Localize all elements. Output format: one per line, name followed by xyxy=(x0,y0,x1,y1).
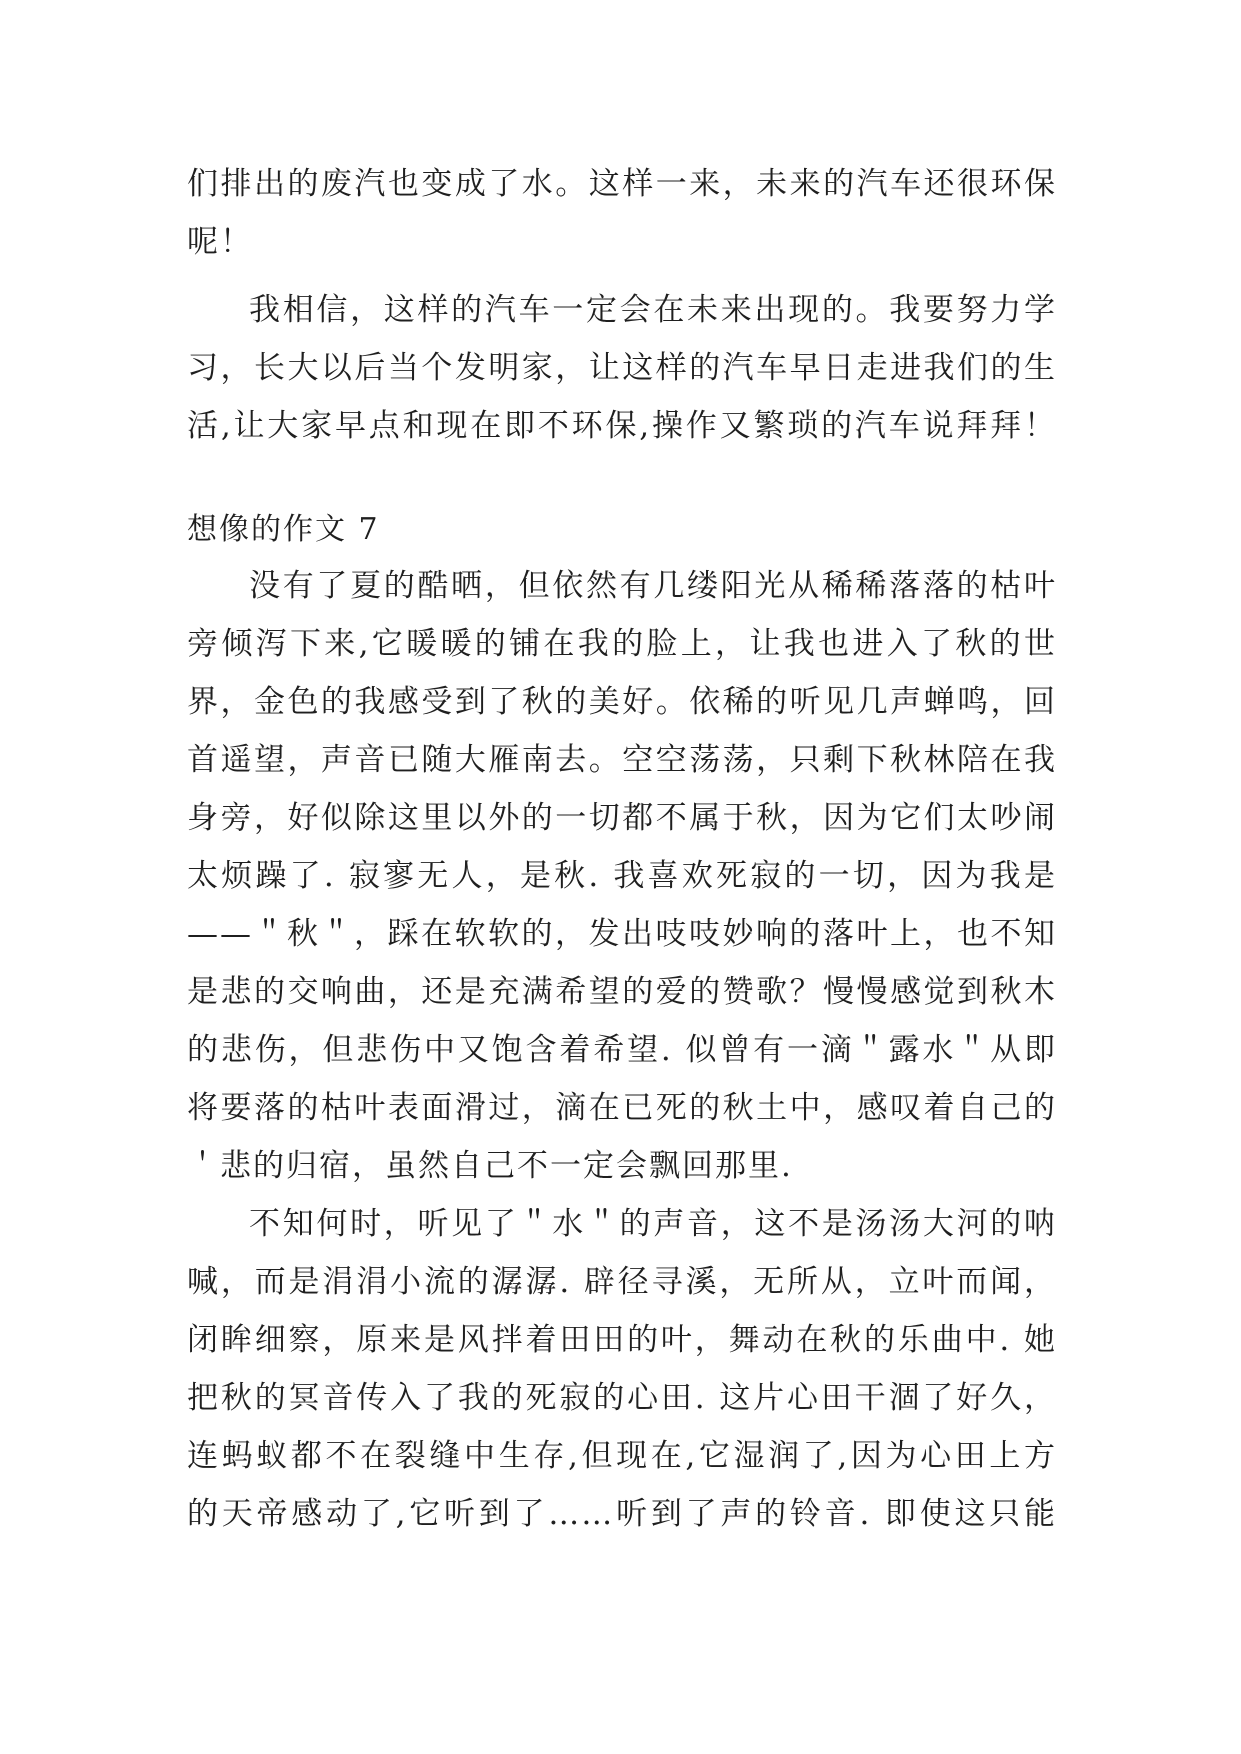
text-line: 喊，而是涓涓小流的潺潺. 辟径寻溪，无所从，立叶而闻， xyxy=(187,1264,1057,1300)
text-line: 将要落的枯叶表面滑过，滴在已死的秋土中，感叹着自己的 xyxy=(187,1090,1057,1126)
text-line: 是悲的交响曲，还是充满希望的爱的赞歌？慢慢感觉到秋木 xyxy=(187,974,1057,1010)
text-line: 首遥望，声音已随大雁南去。空空荡荡，只剩下秋林陪在我 xyxy=(187,742,1057,778)
text-line: 把秋的冥音传入了我的死寂的心田. 这片心田干涸了好久， xyxy=(187,1380,1057,1416)
text-line: 太烦躁了. 寂寥无人，是秋. 我喜欢死寂的一切，因为我是 xyxy=(187,858,1057,894)
text-line: 界，金色的我感受到了秋的美好。依稀的听见几声蝉鸣，回 xyxy=(187,684,1057,720)
text-line: 的天帝感动了,它听到了……听到了声的铃音. 即使这只能 xyxy=(187,1496,1057,1532)
text-line: 不知何时，听见了＂水＂的声音，这不是汤汤大河的呐 xyxy=(249,1206,1057,1242)
text-line: 的悲伤，但悲伤中又饱含着希望. 似曾有一滴＂露水＂从即 xyxy=(187,1032,1057,1068)
paragraph-4 xyxy=(187,1195,1057,1543)
text-line: 我相信，这样的汽车一定会在未来出现的。我要努力学 xyxy=(249,292,1057,328)
text-line: 没有了夏的酷晒，但依然有几缕阳光从稀稀落落的枯叶 xyxy=(249,568,1057,604)
text-line: 连蚂蚁都不在裂缝中生存,但现在,它湿润了,因为心田上方 xyxy=(187,1438,1057,1474)
text-line: 呢！ xyxy=(187,224,253,260)
text-line: 身旁，好似除这里以外的一切都不属于秋，因为它们太吵闹 xyxy=(187,800,1057,836)
text-line: 活,让大家早点和现在即不环保,操作又繁琐的汽车说拜拜！ xyxy=(187,408,1057,444)
section-heading: 想像的作文 7 xyxy=(187,512,380,547)
text-line: 们排出的废汽也变成了水。这样一来，未来的汽车还很环保 xyxy=(187,166,1057,202)
text-line: 习，长大以后当个发明家，让这样的汽车早日走进我们的生 xyxy=(187,350,1057,386)
paragraph-3 xyxy=(187,557,1057,1195)
paragraph-2 xyxy=(187,281,1057,455)
text-line: 旁倾泻下来,它暖暖的铺在我的脸上，让我也进入了秋的世 xyxy=(187,626,1057,662)
paragraph-1 xyxy=(187,155,1057,271)
text-line: ＇悲的归宿，虽然自己不一定会飘回那里. xyxy=(187,1148,793,1184)
text-line: ——＂秋＂，踩在软软的，发出吱吱妙响的落叶上，也不知 xyxy=(187,916,1057,952)
text-line: 闭眸细察，原来是风拌着田田的叶，舞动在秋的乐曲中. 她 xyxy=(187,1322,1057,1358)
